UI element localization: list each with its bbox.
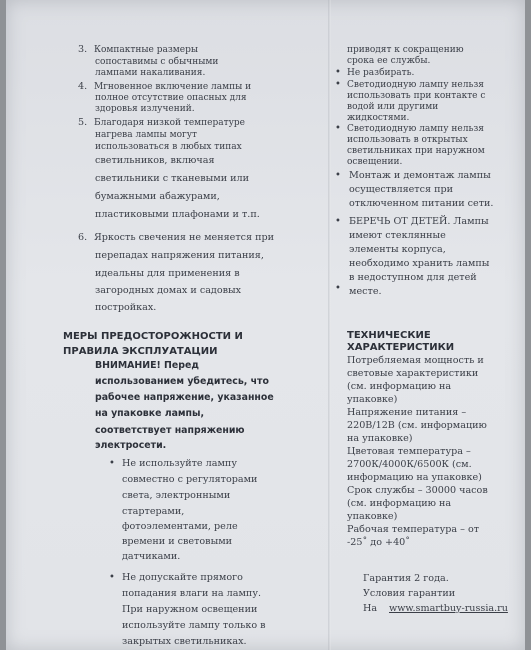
r-bullet-5-line-5: в недоступном для детей <box>349 272 477 283</box>
bullet-1-line-6: времени и световыми <box>122 536 233 547</box>
attention-line-5: соответствует напряжению <box>95 425 245 436</box>
r-bullet-4-line-1: Монтаж и демонтаж лампы <box>349 170 491 181</box>
bullet-icon: • <box>335 79 341 90</box>
bullet-1-line-5: фотоэлементами, реле <box>122 521 238 532</box>
site-prefix: На <box>363 603 378 614</box>
tech-line-9: 2700К/4000К/6500К (см. <box>347 459 472 470</box>
right-cont-line-1: приводят к сокращению <box>347 45 464 55</box>
bullet-1-line-3: света, электронными <box>122 490 231 501</box>
tech-line-6: 220В/12В (см. информацию <box>347 420 487 431</box>
paper-fold <box>328 0 331 650</box>
tech-line-1: Потребляемая мощность и <box>347 355 484 366</box>
bullet-2-line-1: Не допускайте прямого <box>122 572 243 583</box>
tech-heading-line-2: ХАРАКТЕРИСТИКИ <box>347 342 455 353</box>
warranty-line-2: Условия гарантии <box>363 588 456 599</box>
item-5-line-5: светильники с тканевыми или <box>95 173 250 184</box>
bullet-icon: • <box>109 458 115 469</box>
item-5-line-3: использоваться в любых типах <box>95 142 242 152</box>
warranty-line-1: Гарантия 2 года. <box>363 573 449 584</box>
tech-line-2: световые характеристики <box>347 368 479 379</box>
item-4-line-2: полное отсутствие опасных для <box>95 93 247 103</box>
bullet-1-line-4: стартерами, <box>122 506 185 517</box>
tech-line-11: Срок службы – 30000 часов <box>347 485 488 496</box>
item-3-number: 3. <box>78 44 88 55</box>
bullet-icon: • <box>335 67 341 78</box>
tech-line-10: информацию на упаковке) <box>347 472 482 483</box>
item-3-line-3: лампами накаливания. <box>95 68 206 78</box>
item-6-number: 6. <box>78 232 88 243</box>
item-5-line-4: светильников, включая <box>95 155 215 166</box>
r-bullet-2-line-3: водой или другими <box>347 102 439 112</box>
bullet-2-line-2: попадания влаги на лампу. <box>122 588 262 599</box>
r-bullet-4-line-3: отключенном питании сети. <box>349 198 494 209</box>
safety-heading-line-2: ПРАВИЛА ЭКСПЛУАТАЦИИ <box>63 346 218 357</box>
r-bullet-5-line-3: элементы корпуса, <box>349 244 446 255</box>
r-bullet-5-line-4: необходимо хранить лампы <box>349 258 490 269</box>
right-cont-line-2: срока ее службы. <box>347 56 431 66</box>
r-bullet-3-line-3: светильниках при наружном <box>347 146 485 156</box>
item-4-line-3: здоровья излучений. <box>95 104 195 114</box>
item-4-number: 4. <box>78 81 88 92</box>
tech-line-15: -25˚ до +40˚ <box>347 537 411 548</box>
bullet-2-line-3: При наружном освещении <box>122 604 258 615</box>
tech-line-14: Рабочая температура – от <box>347 524 480 535</box>
tech-line-3: (см. информацию на <box>347 381 452 392</box>
item-6-line-4: загородных домах и садовых <box>95 285 242 296</box>
r-bullet-5-line-2: имеют стеклянные <box>349 230 446 241</box>
bullet-icon: • <box>109 572 115 583</box>
tech-line-7: на упаковке) <box>347 433 413 444</box>
r-bullet-3-line-2: использовать в открытых <box>347 135 468 145</box>
tech-line-12: (см. информацию на <box>347 498 452 509</box>
item-5-line-7: пластиковыми плафонами и т.п. <box>95 209 260 220</box>
attention-line-4: на упаковке лампы, <box>95 408 205 419</box>
bullet-1-line-2: совместно с регуляторами <box>122 474 258 485</box>
bullet-icon: • <box>335 283 341 294</box>
item-3-line-2: сопоставимы с обычными <box>95 57 219 67</box>
bullet-2-line-5: закрытых светильниках. <box>122 636 247 647</box>
r-bullet-3-line-1: Светодиодную лампу нельзя <box>347 124 484 134</box>
bullet-2-line-4: используйте лампу только в <box>122 620 266 631</box>
tech-line-13: упаковке) <box>347 511 398 522</box>
bullet-icon: • <box>335 170 341 181</box>
attention-line-6: электросети. <box>95 440 167 451</box>
item-5-line-6: бумажными абажурами, <box>95 191 220 202</box>
item-5-line-2: нагрева лампы могут <box>95 130 197 140</box>
safety-heading-line-1: МЕРЫ ПРЕДОСТОРОЖНОСТИ И <box>63 331 243 342</box>
r-bullet-3-line-4: освещении. <box>347 157 403 167</box>
bullet-1-line-1: Не используйте лампу <box>122 458 237 469</box>
r-bullet-2-line-1: Светодиодную лампу нельзя <box>347 80 484 90</box>
attention-line-1: ВНИМАНИЕ! Перед <box>95 360 199 371</box>
item-3-line-1: Компактные размеры <box>94 45 198 55</box>
bullet-1-line-7: датчиками. <box>122 551 181 562</box>
tech-line-8: Цветовая температура – <box>347 446 471 457</box>
item-5-line-1: Благодаря низкой температуре <box>94 118 245 128</box>
r-bullet-4-line-2: осуществляется при <box>349 184 454 195</box>
tech-line-5: Напряжение питания – <box>347 407 467 418</box>
tech-line-4: упаковке) <box>347 394 398 405</box>
item-6-line-1: Яркость свечения не меняется при <box>94 232 275 243</box>
bullet-icon: • <box>335 216 341 227</box>
r-bullet-5-line-1: БЕРЕЧЬ ОТ ДЕТЕЙ. Лампы <box>349 216 489 227</box>
r-bullet-1-line-1: Не разбирать. <box>347 68 415 78</box>
attention-line-3: рабочее напряжение, указанное <box>95 392 274 403</box>
item-6-line-2: перепадах напряжения питания, <box>95 250 264 261</box>
attention-line-2: использованием убедитесь, что <box>95 376 269 387</box>
item-4-line-1: Мгновенное включение лампы и <box>94 82 252 92</box>
item-6-line-3: идеальны для применения в <box>95 268 240 279</box>
r-bullet-2-line-2: использовать при контакте с <box>347 91 486 101</box>
instruction-sheet <box>6 0 525 650</box>
r-bullet-5-line-6: месте. <box>349 286 382 297</box>
item-6-line-5: постройках. <box>95 302 157 313</box>
r-bullet-2-line-4: жидкостями. <box>347 113 410 123</box>
bullet-icon: • <box>335 123 341 134</box>
item-5-number: 5. <box>78 117 88 128</box>
tech-heading-line-1: ТЕХНИЧЕСКИЕ <box>347 330 431 341</box>
site-url-link[interactable]: www.smartbuy-russia.ru <box>389 603 508 614</box>
